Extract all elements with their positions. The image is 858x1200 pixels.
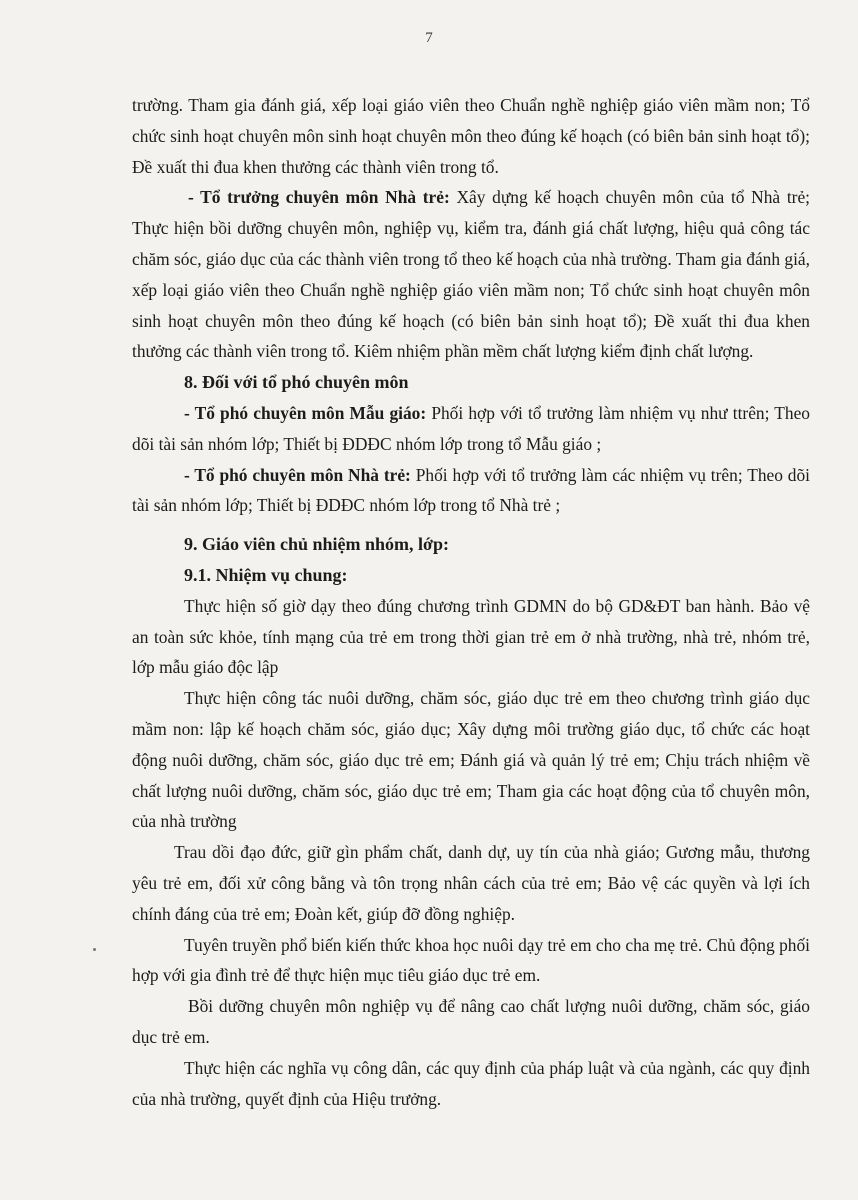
paragraph-nghia-vu: Thực hiện các nghĩa vụ công dân, các quy định của pháp luật và của ngành, các quy định của nhà trường, quyết định của Hiệu trưởng.	[132, 1057, 810, 1109]
paragraph-dao-duc: Trau dồi đạo đức, giữ gìn phẩm chất, danh dự, uy tín của nhà giáo; Gương mẫu, thương yêu trẻ em, đối xử công bằng và tôn trọng nhân cách của trẻ em; Bảo vệ các quyền và lợi ích chính đáng của trẻ em; Đoàn kết, giúp đỡ đồng nghiệp.	[132, 842, 810, 924]
paragraph-nuoi-duong: Thực hiện công tác nuôi dưỡng, chăm sóc, giáo dục trẻ em theo chương trình giáo dục mầm non: lập kế hoạch chăm sóc, giáo dục; Xây dựng môi trường giáo dục, tổ chức các hoạt động nuôi dưỡng, chăm sóc, giáo dục trẻ em; Đánh giá và quản lý trẻ em; Chịu trách nhiệm về chất lượng nuôi dưỡng, chăm sóc, giáo dục trẻ em; Tham gia các hoạt động của tổ chuyên môn, của nhà trường	[132, 688, 810, 832]
paragraph-to-pho-nha-tre	[132, 460, 810, 522]
paragraph-continuation: trường. Tham gia đánh giá, xếp loại giáo viên theo Chuẩn nghề nghiệp giáo viên mầm non; Tổ chức sinh hoạt chuyên môn sinh hoạt chuyên môn theo đúng kế hoạch (có biên bản sinh hoạt tổ); Đề xuất thi đua khen thưởng các thành viên trong tổ.	[132, 95, 810, 177]
label-to-pho-mau-giao: - Tổ phó chuyên môn Mẫu giáo:	[184, 402, 427, 423]
paragraph-boi-duong: Bồi dưỡng chuyên môn nghiệp vụ để nâng cao chất lượng nuôi dưỡng, chăm sóc, giáo dục trẻ em.	[132, 996, 810, 1047]
paragraph-tuyen-truyen: Tuyên truyền phổ biến kiến thức khoa học nuôi dạy trẻ em cho cha mẹ trẻ. Chủ động phối hợp với gia đình trẻ để thực hiện mục tiêu giáo dục trẻ em.	[132, 934, 810, 986]
label-to-pho-nha-tre: - Tổ phó chuyên môn Nhà trẻ:	[184, 464, 411, 485]
paragraph-to-pho-mau-giao	[132, 398, 810, 460]
page-number: 7	[425, 30, 433, 46]
text-to-pho-nha-tre: Phối hợp với tổ trưởng làm các nhiệm vụ trên; Theo dõi tài sản nhóm lớp; Thiết bị ĐDĐC nhóm lớp trong tổ Nhà trẻ ;	[132, 464, 810, 516]
heading-nhiem-vu-chung: 9.1. Nhiệm vụ chung:	[184, 564, 348, 585]
heading-giao-vien-chu-nhiem: 9. Giáo viên chủ nhiệm nhóm, lớp:	[184, 534, 450, 555]
document-body	[132, 90, 810, 1114]
paragraph-so-gio-day: Thực hiện số giờ dạy theo đúng chương trình GDMN do bộ GD&ĐT ban hành. Bảo vệ an toàn sức khỏe, tính mạng của trẻ em trong thời gian trẻ em ở nhà trường, nhà trẻ, nhóm trẻ, lớp mẫu giáo độc lập	[132, 595, 810, 678]
heading-to-pho: 8. Đối với tổ phó chuyên môn	[184, 372, 409, 393]
text-to-truong-nha-tre: Xây dựng kế hoạch chuyên môn của tổ Nhà trẻ; Thực hiện bồi dưỡng chuyên môn, nghiệp vụ, kiểm tra, đánh giá chất lượng, hiệu quả công tác chăm sóc, giáo dục của các thành viên trong tổ theo kế hoạch của nhà trường. Tham gia đánh giá, xếp loại giáo viên theo Chuẩn nghề nghiệp giáo viên mầm non; Tổ chức sinh hoạt chuyên môn sinh hoạt chuyên môn theo đúng kế hoạch (có biên bản sinh hoạt tổ); Đề xuất thi đua khen thưởng các thành viên trong tổ. Kiêm nhiệm phần mềm chất lượng kiểm định chất lượng.	[132, 187, 811, 362]
label-to-truong-nha-tre: - Tổ trưởng chuyên môn Nhà trẻ:	[188, 187, 450, 208]
text-to-pho-mau-giao: Phối hợp với tổ trưởng làm nhiệm vụ như ttrên; Theo dõi tài sản nhóm lớp; Thiết bị ĐDĐC nhóm lớp trong tổ Mẫu giáo ;	[132, 402, 810, 454]
scan-speck	[93, 948, 96, 951]
paragraph-to-truong-nha-tre	[132, 182, 810, 367]
